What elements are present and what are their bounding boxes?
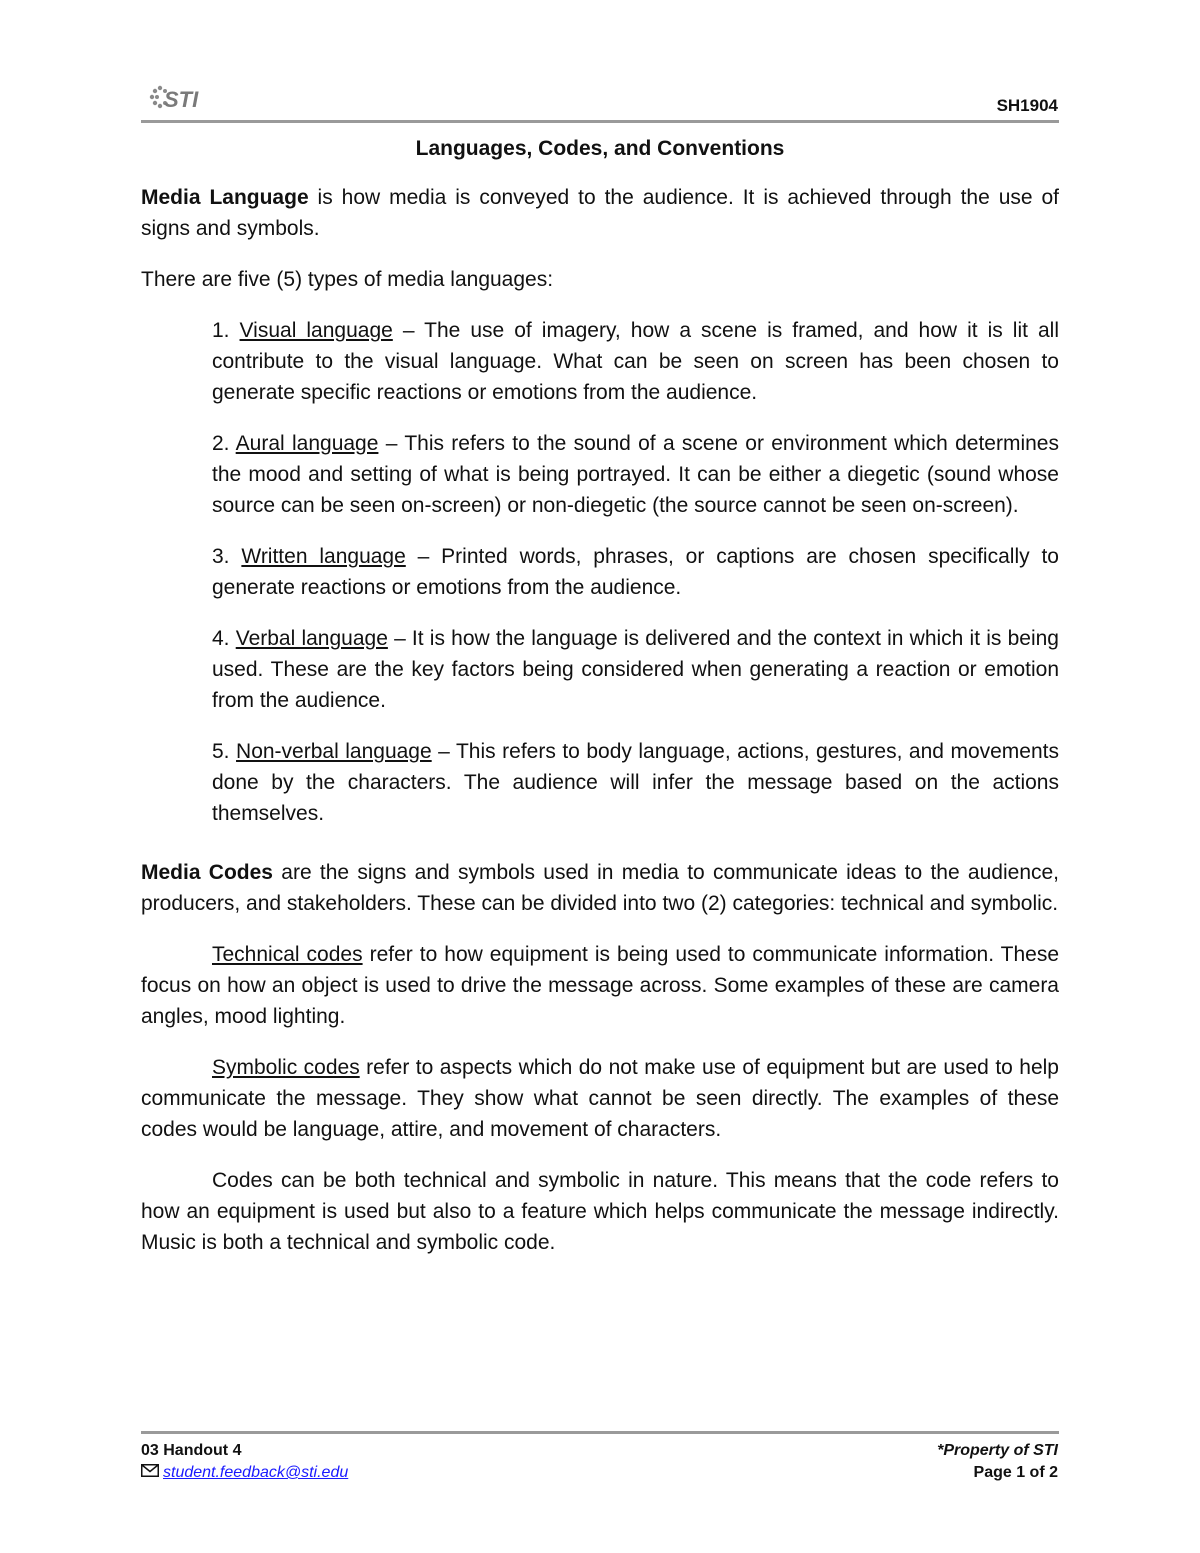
list-term: Written language [241, 545, 406, 568]
list-item [212, 623, 1059, 716]
list-term: Verbal language [235, 627, 388, 650]
types-intro: There are five (5) types of media languages: [141, 268, 554, 291]
email-row [141, 1462, 348, 1484]
list-text: – Printed words, phrases, or captions are chosen specifically to generate reactions or emotions from the audience. [212, 545, 1059, 599]
list-number: 3. [212, 545, 242, 568]
sti-logo [148, 82, 210, 116]
envelope-icon [141, 1462, 159, 1484]
document-body [141, 132, 1059, 1278]
footer-left [141, 1440, 348, 1484]
list-term: Aural language [235, 432, 379, 455]
closing-paragraph: Codes can be both technical and symbolic in nature. This means that the code refers to how an equipment is used but also to a feature which helps communicate the message indirectly. Music is both a technical and symbolic code. [141, 1169, 1059, 1254]
list-text: – This refers to the sound of a scene or environment which determines the mood and setting of what is being portrayed. It can be either a diegetic (sound whose source can be seen on-screen) or non-diegetic (the source cannot be seen on-screen). [212, 432, 1059, 517]
list-term: Visual language [239, 319, 393, 342]
page-title: Languages, Codes, and Conventions [415, 137, 785, 160]
media-codes-term: Media Codes [141, 861, 273, 884]
symbolic-codes-term: Symbolic codes [212, 1056, 360, 1079]
list-term: Non-verbal language [236, 740, 432, 763]
list-number: 4. [212, 627, 236, 650]
media-codes-text: are the signs and symbols used in media to communicate ideas to the audience, producers, and stakeholders. These can be divided into two (2) categories: technical and symbolic. [141, 861, 1060, 915]
list-text: – The use of imagery, how a scene is framed, and how it is lit all contribute to the visual language. What can be seen on screen has been chosen to generate specific reactions or emotions from the audience. [212, 319, 1059, 404]
list-number: 1. [212, 319, 240, 342]
handout-label: 03 Handout 4 [141, 1442, 242, 1459]
technical-codes-term: Technical codes [212, 943, 363, 966]
technical-codes-text: refer to how equipment is being used to communicate information. These focus on how an object is used to drive the message across. Some examples of these are camera angles, mood lighting. [141, 943, 1060, 1028]
media-language-list [141, 315, 1059, 829]
list-number: 5. [212, 740, 237, 763]
technical-codes-paragraph [141, 939, 1059, 1032]
property-notice: *Property of STI [937, 1442, 1058, 1459]
footer-divider [141, 1431, 1059, 1434]
sti-logo-icon [148, 82, 210, 116]
list-item [212, 428, 1059, 521]
list-item [212, 315, 1059, 408]
list-text: – It is how the language is delivered and the context in which it is being used. These are the key factors being considered when generating a reaction or emotion from the audience. [212, 627, 1059, 712]
intro-text: is how media is conveyed to the audience. It is achieved through the use of signs and symbols. [141, 186, 1059, 240]
symbolic-codes-paragraph [141, 1052, 1059, 1145]
media-codes-paragraph [141, 857, 1059, 919]
logo-lettering: STI [164, 87, 199, 112]
header-divider [141, 120, 1059, 123]
list-number: 2. [212, 432, 236, 455]
intro-paragraph [141, 182, 1059, 244]
symbolic-codes-text: refer to aspects which do not make use of equipment but are used to help communicate the message. They show what cannot be seen directly. The examples of these codes would be language, attire, and movement of characters. [141, 1056, 1059, 1141]
list-item [212, 541, 1059, 603]
document-code: SH1904 [996, 96, 1058, 115]
list-item [212, 736, 1059, 829]
footer-right [937, 1440, 1058, 1484]
list-text: – This refers to body language, actions, gestures, and movements done by the characters. The audience will infer the message based on the actions themselves. [212, 740, 1059, 825]
intro-term: Media Language [141, 186, 309, 209]
page-number: Page 1 of 2 [973, 1464, 1058, 1481]
feedback-email-link[interactable]: student.feedback@sti.edu [163, 1464, 349, 1481]
